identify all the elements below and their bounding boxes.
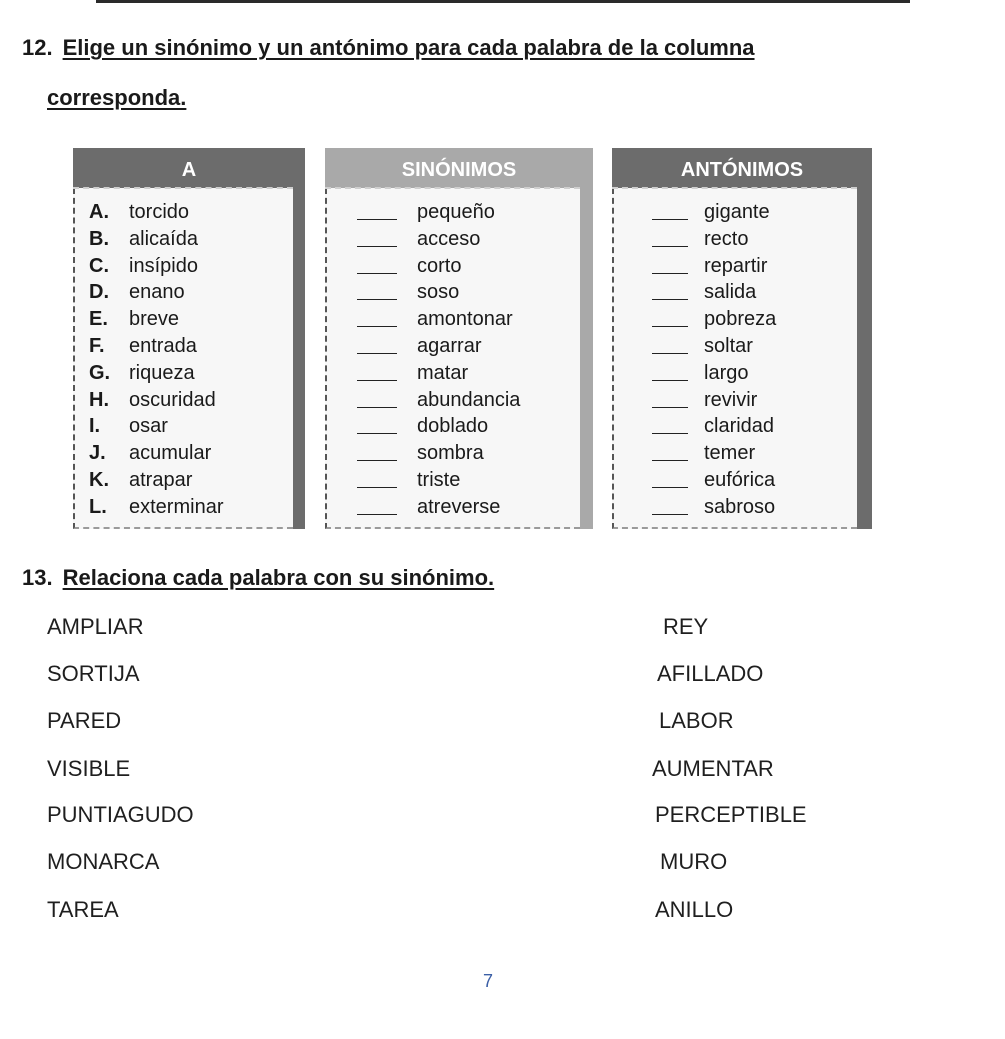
answer-blank[interactable]: [357, 514, 397, 515]
match-right-word: MURO: [660, 849, 728, 874]
answer-blank[interactable]: [652, 433, 688, 434]
row-letter: J.: [89, 442, 106, 465]
option-word: soso: [417, 281, 460, 304]
answer-blank[interactable]: [357, 299, 397, 300]
row-word: breve: [129, 308, 180, 331]
match-left-word: VISIBLE: [47, 756, 131, 781]
synonyms-header: SINÓNIMOS: [325, 148, 593, 188]
option-word: triste: [417, 469, 461, 491]
option-word: acceso: [417, 227, 481, 250]
row-word: exterminar: [129, 495, 224, 518]
question-12-title-line2: corresponda.: [47, 85, 187, 110]
answer-blank[interactable]: [652, 273, 688, 274]
answer-blank[interactable]: [652, 353, 688, 354]
row-word: acumular: [129, 442, 212, 465]
answer-blank[interactable]: [652, 487, 688, 488]
option-word: largo: [704, 361, 749, 384]
row-letter: E.: [89, 308, 108, 331]
row-word: osar: [129, 415, 168, 438]
question-13-number: 13.: [22, 565, 53, 590]
page-number: 7: [483, 971, 494, 991]
option-word: amontonar: [417, 308, 513, 331]
match-left-word: TAREA: [47, 897, 119, 922]
option-word: claridad: [704, 415, 775, 438]
row-letter: K.: [89, 469, 109, 491]
option-word: repartir: [704, 254, 768, 277]
answer-blank[interactable]: [652, 380, 688, 381]
answer-blank[interactable]: [357, 407, 397, 408]
answer-blank[interactable]: [652, 407, 688, 408]
option-word: gigante: [704, 201, 770, 223]
column-a-list: [73, 188, 293, 529]
option-word: matar: [417, 361, 469, 384]
answer-blank[interactable]: [357, 353, 397, 354]
row-letter: C.: [89, 254, 109, 277]
answer-blank[interactable]: [357, 487, 397, 488]
answer-blank[interactable]: [652, 246, 688, 247]
question-12-title-line1: Elige un sinónimo y un antónimo para cada palabra de la columna: [62, 35, 755, 60]
option-word: pobreza: [704, 308, 777, 331]
answer-blank[interactable]: [652, 219, 688, 220]
synonyms-panel: [325, 148, 593, 529]
row-letter: H.: [89, 388, 109, 411]
row-word: entrada: [129, 335, 197, 357]
column-a-body: [73, 188, 305, 529]
antonyms-body: [612, 188, 872, 529]
question-13-title-text: Relaciona cada palabra con su sinónimo.: [62, 565, 495, 590]
option-word: pequeño: [417, 201, 495, 223]
antonyms-list: [612, 188, 857, 529]
option-word: recto: [704, 227, 749, 250]
row-word: oscuridad: [129, 388, 216, 411]
column-a-panel: [73, 148, 305, 529]
answer-blank[interactable]: [357, 380, 397, 381]
question-12-number: 12.: [22, 35, 53, 60]
row-word: torcido: [129, 201, 190, 223]
column-a-header: A: [73, 148, 305, 188]
antonyms-panel: [612, 148, 872, 529]
row-letter: F.: [89, 335, 105, 357]
synonyms-body: [325, 188, 593, 529]
answer-blank[interactable]: [652, 460, 688, 461]
question-13-title: [22, 565, 494, 591]
answer-blank[interactable]: [652, 326, 688, 327]
option-word: atreverse: [417, 495, 501, 518]
row-letter: A.: [89, 201, 109, 223]
option-word: agarrar: [417, 335, 482, 357]
match-right-word: REY: [663, 614, 709, 639]
synonyms-list: [325, 188, 580, 529]
row-letter: B.: [89, 227, 109, 250]
option-word: sabroso: [704, 495, 776, 518]
row-word: insípido: [129, 254, 198, 277]
top-divider: [96, 0, 910, 3]
answer-blank[interactable]: [357, 326, 397, 327]
answer-blank[interactable]: [357, 219, 397, 220]
match-left-word: SORTIJA: [47, 661, 140, 686]
answer-blank[interactable]: [652, 299, 688, 300]
row-word: atrapar: [129, 469, 193, 491]
question-12-title-continued: [47, 85, 186, 111]
match-right-word: PERCEPTIBLE: [655, 802, 807, 827]
row-word: riqueza: [129, 361, 195, 384]
row-letter: G.: [89, 361, 111, 384]
option-word: temer: [704, 442, 756, 465]
option-word: sombra: [417, 442, 484, 465]
answer-blank[interactable]: [357, 246, 397, 247]
option-word: revivir: [704, 388, 758, 411]
question-12-title: [22, 35, 755, 61]
match-right-word: AUMENTAR: [652, 756, 774, 781]
row-word: alicaída: [129, 227, 198, 250]
row-letter: L.: [89, 495, 107, 518]
answer-blank[interactable]: [652, 514, 688, 515]
option-word: abundancia: [417, 388, 521, 411]
match-right-word: AFILLADO: [657, 661, 764, 686]
match-left-word: PUNTIAGUDO: [47, 802, 194, 827]
answer-blank[interactable]: [357, 460, 397, 461]
row-word: enano: [129, 281, 185, 304]
match-right-word: ANILLO: [655, 897, 734, 922]
match-left-word: PARED: [47, 708, 122, 733]
match-right-word: LABOR: [659, 708, 734, 733]
option-word: doblado: [417, 415, 489, 438]
option-word: salida: [704, 281, 757, 304]
option-word: corto: [417, 254, 462, 277]
row-letter: I.: [89, 415, 101, 438]
row-letter: D.: [89, 281, 109, 304]
antonyms-header: ANTÓNIMOS: [612, 148, 872, 188]
match-left-word: AMPLIAR: [47, 614, 144, 639]
answer-blank[interactable]: [357, 433, 397, 434]
match-left-word: MONARCA: [47, 849, 160, 874]
option-word: eufórica: [704, 469, 776, 491]
option-word: soltar: [704, 335, 753, 357]
answer-blank[interactable]: [357, 273, 397, 274]
